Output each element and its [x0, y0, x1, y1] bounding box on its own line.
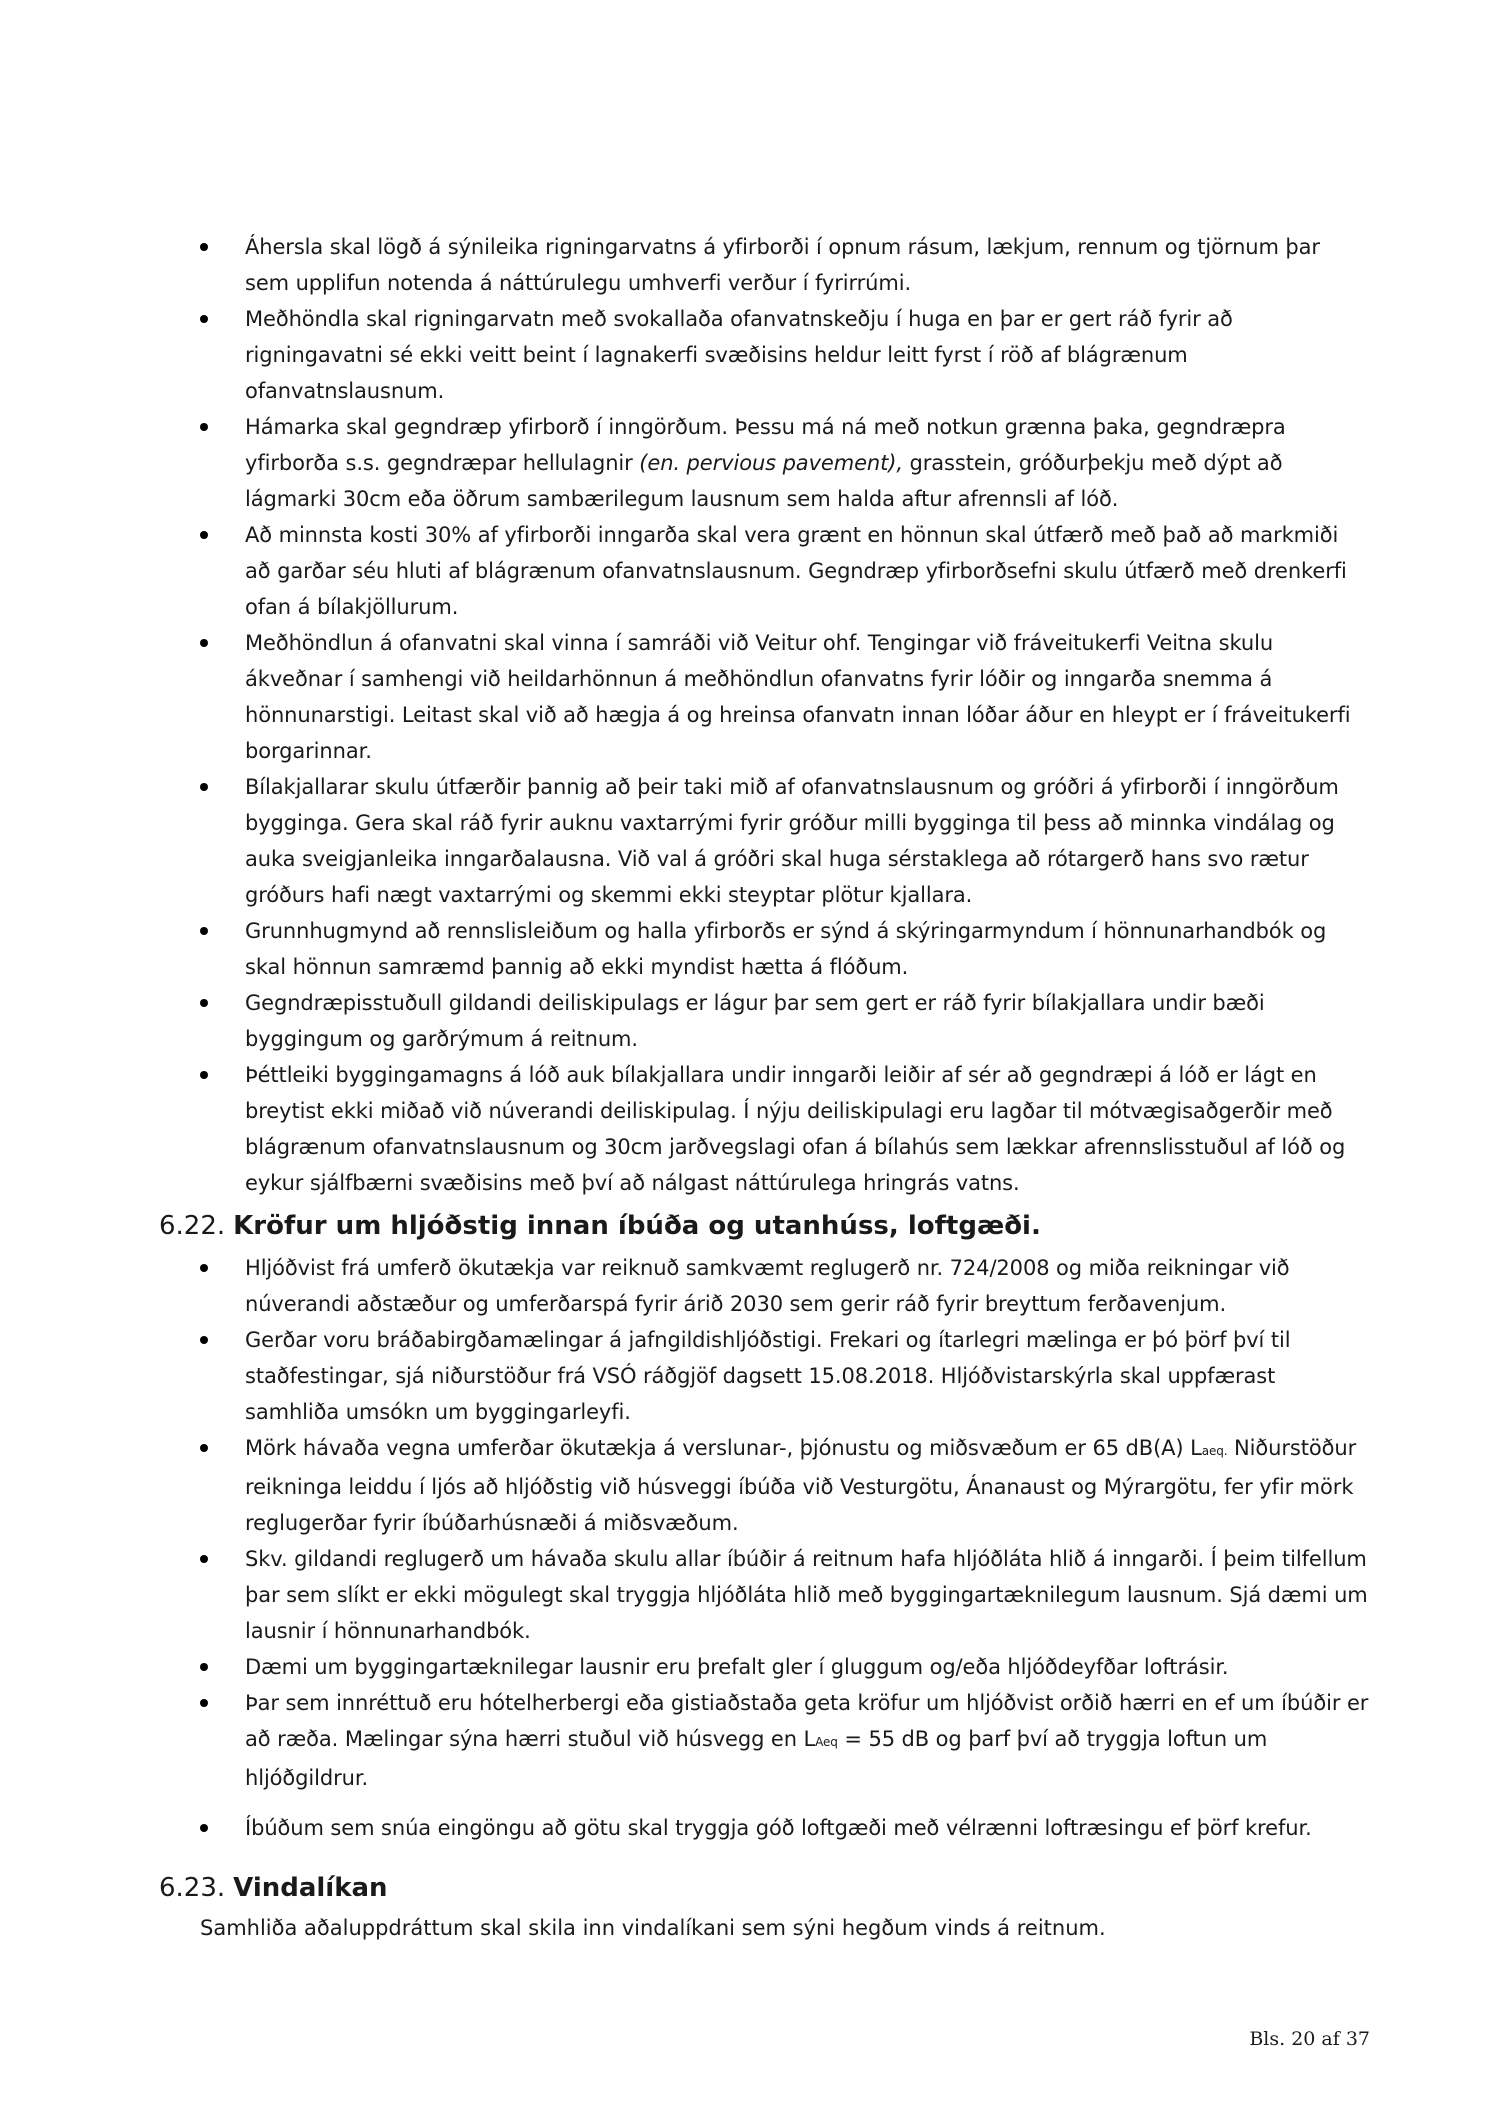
- list-item: [200, 1685, 1370, 1796]
- section-title: Vindalíkan: [233, 1873, 388, 1903]
- list-item-text: grasstein, gróðurþekju með dýpt að lágmarki 30cm eða öðrum sambærilegum lausnum sem halda aftur afrennsli af lóð.: [245, 451, 1283, 511]
- section-6-22-heading: [159, 1209, 1041, 1243]
- list-item-text: Mörk hávaða vegna umferðar ökutækja á verslunar-, þjónustu og miðsvæðum er 65 dB(A) L: [245, 1436, 1202, 1460]
- list-item-text: = 55 dB og þarf því að tryggja loftun um hljóðgildrur.: [245, 1727, 1268, 1790]
- list-item: Gerðar voru bráðabirgðamælingar á jafngildishljóðstigi. Frekari og ítarlegri mælinga er þó þörf því til staðfestingar, sjá niðurstöður frá VSÓ ráðgjöf dagsett 15.08.2018. Hljóðvistarskýrla skal uppfærast samhliða umsókn um byggingarleyfi.: [200, 1322, 1370, 1430]
- list-item-text: Hámarka skal gegndræp yfirborð í inngörðum. Þessu má ná með notkun grænna þaka, gegndræpra yfirborða s.s. gegndræpar hellulagnir: [245, 415, 1286, 475]
- list-item-italic: (en. pervious pavement),: [639, 451, 903, 475]
- section-6-23-heading: [159, 1871, 388, 1905]
- list-item: [200, 409, 1370, 517]
- stormwater-bullet-list: [200, 229, 1370, 1201]
- section-title: Kröfur um hljóðstig innan íbúða og utanhúss, loftgæði.: [233, 1211, 1041, 1241]
- list-item-text: Niðurstöður reikninga leiddu í ljós að hljóðstig við húsveggi íbúða við Vesturgötu, Ánanaust og Mýrargötu, fer yfir mörk reglugerðar fyrir íbúðarhúsnæði á miðsvæðum.: [245, 1436, 1357, 1535]
- list-item: Að minnsta kosti 30% af yfirborði inngarða skal vera grænt en hönnun skal útfærð með það að markmiði að garðar séu hluti af blágrænum ofanvatnslausnum. Gegndræp yfirborðsefni skulu útfærð með drenkerfi ofan á bílakjöllurum.: [200, 517, 1370, 625]
- section-number: 6.22.: [159, 1211, 226, 1241]
- list-item: Áhersla skal lögð á sýnileika rigningarvatns á yfirborði í opnum rásum, lækjum, rennum og tjörnum þar sem upplifun notenda á náttúrulegu umhverfi verður í fyrirrúmi.: [200, 229, 1370, 301]
- list-item: Þéttleiki byggingamagns á lóð auk bílakjallara undir inngarði leiðir af sér að gegndræpi á lóð er lágt en breytist ekki miðað við núverandi deiliskipulag. Í nýju deiliskipulagi eru lagðar til mótvægisaðgerðir með blágrænum ofanvatnslausnum og 30cm jarðvegslagi ofan á bílahús sem lækkar afrennslisstuðul af lóð og eykur sjálfbærni svæðisins með því að nálgast náttúrulega hringrás vatns.: [200, 1057, 1370, 1201]
- list-item: Bílakjallarar skulu útfærðir þannig að þeir taki mið af ofanvatnslausnum og gróðri á yfirborði í inngörðum bygginga. Gera skal ráð fyrir auknu vaxtarrými fyrir gróður milli bygginga til þess að minnka vindálag og auka sveigjanleika inngarðalausna. Við val á gróðri skal huga sérstaklega að rótargerð hans svo rætur gróðurs hafi nægt vaxtarrými og skemmi ekki steyptar plötur kjallara.: [200, 769, 1370, 913]
- page-number: Bls. 20 af 37: [1249, 2028, 1370, 2050]
- list-item: [200, 1430, 1370, 1541]
- list-item: Dæmi um byggingartæknilegar lausnir eru þrefalt gler í gluggum og/eða hljóðdeyfðar loftrásir.: [200, 1649, 1370, 1685]
- list-item: Hljóðvist frá umferð ökutækja var reiknuð samkvæmt reglugerð nr. 724/2008 og miða reikningar við núverandi aðstæður og umferðarspá fyrir árið 2030 sem gerir ráð fyrir breyttum ferðavenjum.: [200, 1250, 1370, 1322]
- list-item-text: Þar sem innréttuð eru hótelherbergi eða gistiaðstaða geta kröfur um hljóðvist orðið hærri en ef um íbúðir er að ræða. Mælingar sýna hærri stuðul við húsvegg en L: [245, 1691, 1369, 1751]
- list-item: Íbúðum sem snúa eingöngu að götu skal tryggja góð loftgæði með vélrænni loftræsingu ef þörf krefur.: [200, 1810, 1370, 1846]
- subscript: aeq.: [1201, 1444, 1228, 1458]
- list-item: Skv. gildandi reglugerð um hávaða skulu allar íbúðir á reitnum hafa hljóðláta hlið á inngarði. Í þeim tilfellum þar sem slíkt er ekki mögulegt skal tryggja hljóðláta hlið með byggingartæknilegum lausnum. Sjá dæmi um lausnir í hönnunarhandbók.: [200, 1541, 1370, 1649]
- list-item: Gegndræpisstuðull gildandi deiliskipulags er lágur þar sem gert er ráð fyrir bílakjallara undir bæði byggingum og garðrýmum á reitnum.: [200, 985, 1370, 1057]
- list-item: Meðhöndlun á ofanvatni skal vinna í samráði við Veitur ohf. Tengingar við fráveitukerfi Veitna skulu ákveðnar í samhengi við heildarhönnun á meðhöndlun ofanvatns fyrir lóðir og inngarða snemma á hönnunarstigi. Leitast skal við að hægja á og hreinsa ofanvatn innan lóðar áður en hleypt er í fráveitukerfi borgarinnar.: [200, 625, 1370, 769]
- section-number: 6.23.: [159, 1873, 226, 1903]
- noise-bullet-list: [200, 1250, 1370, 1846]
- list-item: Grunnhugmynd að rennslisleiðum og halla yfirborðs er sýnd á skýringarmyndum í hönnunarhandbók og skal hönnun samræmd þannig að ekki myndist hætta á flóðum.: [200, 913, 1370, 985]
- subscript: Aeq: [815, 1735, 838, 1749]
- section-6-23-paragraph: Samhliða aðaluppdráttum skal skila inn vindalíkani sem sýni hegðum vinds á reitnum.: [200, 1916, 1106, 1940]
- list-item: Meðhöndla skal rigningarvatn með svokallaða ofanvatnskeðju í huga en þar er gert ráð fyrir að rigningavatni sé ekki veitt beint í lagnakerfi svæðisins heldur leitt fyrst í röð af blágrænum ofanvatnslausnum.: [200, 301, 1370, 409]
